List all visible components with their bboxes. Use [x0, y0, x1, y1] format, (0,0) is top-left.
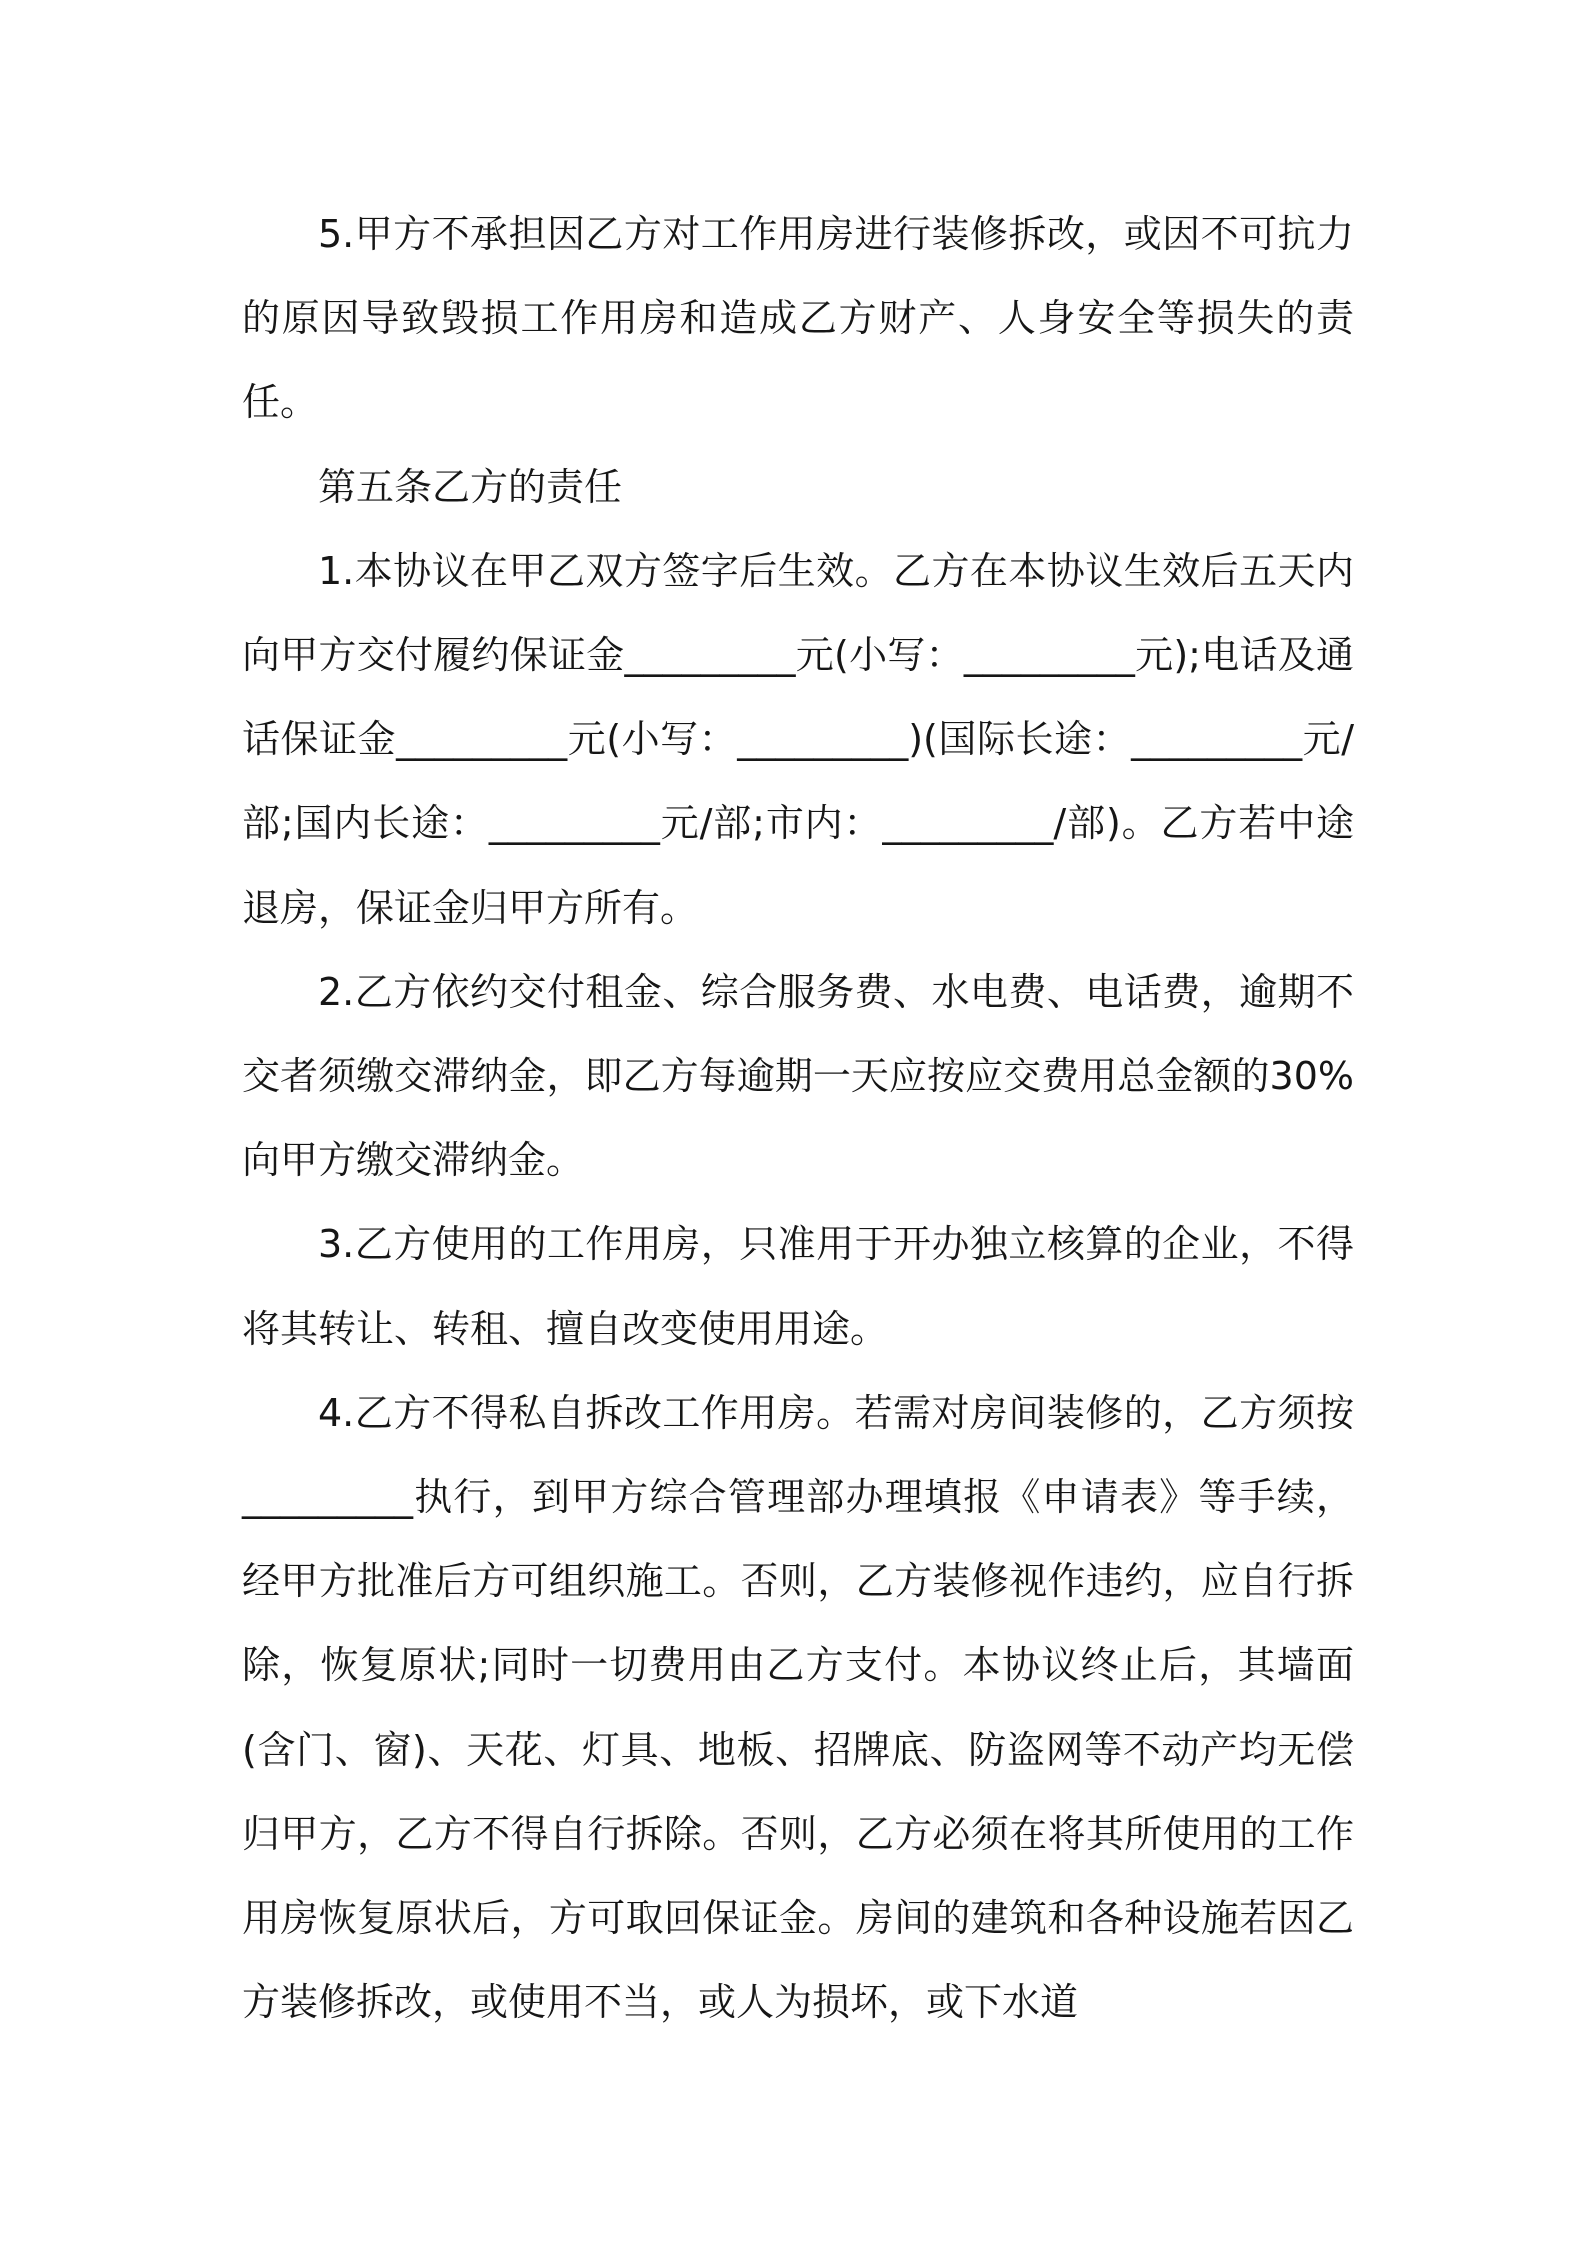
clause-2-late-fee: 2.乙方依约交付租金、综合服务费、水电费、电话费，逾期不交者须缴交滞纳金，即乙方每逾期一天应按应交费用总金额的30%向甲方缴交滞纳金。 — [242, 969, 1354, 1183]
clause-3-usage: 3.乙方使用的工作用房，只准用于开办独立核算的企业，不得将其转让、转租、擅自改变使用用途。 — [242, 1222, 1354, 1351]
clause-1-deposit: 1.本协议在甲乙双方签字后生效。乙方在本协议生效后五天内向甲方交付履约保证金_________元(小写：_________元);电话及通话保证金_________元(小写：_________)(国际长途：_________元/部;国内长途：_________元/部;市内：_________/部)。乙方若中途退房，保证金归甲方所有。 — [242, 548, 1354, 930]
clause-5-landlord-liability: 5.甲方不承担因乙方对工作用房进行装修拆改，或因不可抗力的原因导致毁损工作用房和造成乙方财产、人身安全等损失的责任。 — [242, 212, 1354, 425]
clause-4-renovation: 4.乙方不得私自拆改工作用房。若需对房间装修的，乙方须按_________执行，到甲方综合管理部办理填报《申请表》等手续，经甲方批准后方可组织施工。否则，乙方装修视作违约，应自行拆除，恢复原状;同时一切费用由乙方支付。本协议终止后，其墙面(含门、窗)、天花、灯具、地板、招牌底、防盗网等不动产均无偿归甲方，乙方不得自行拆除。否则，乙方必须在将其所使用的工作用房恢复原状后，方可取回保证金。房间的建筑和各种设施若因乙方装修拆改，或使用不当，或人为损坏，或下水道 — [242, 1390, 1354, 2025]
article-5-heading: 第五条乙方的责任 — [318, 464, 623, 509]
document-body — [242, 192, 1354, 2044]
